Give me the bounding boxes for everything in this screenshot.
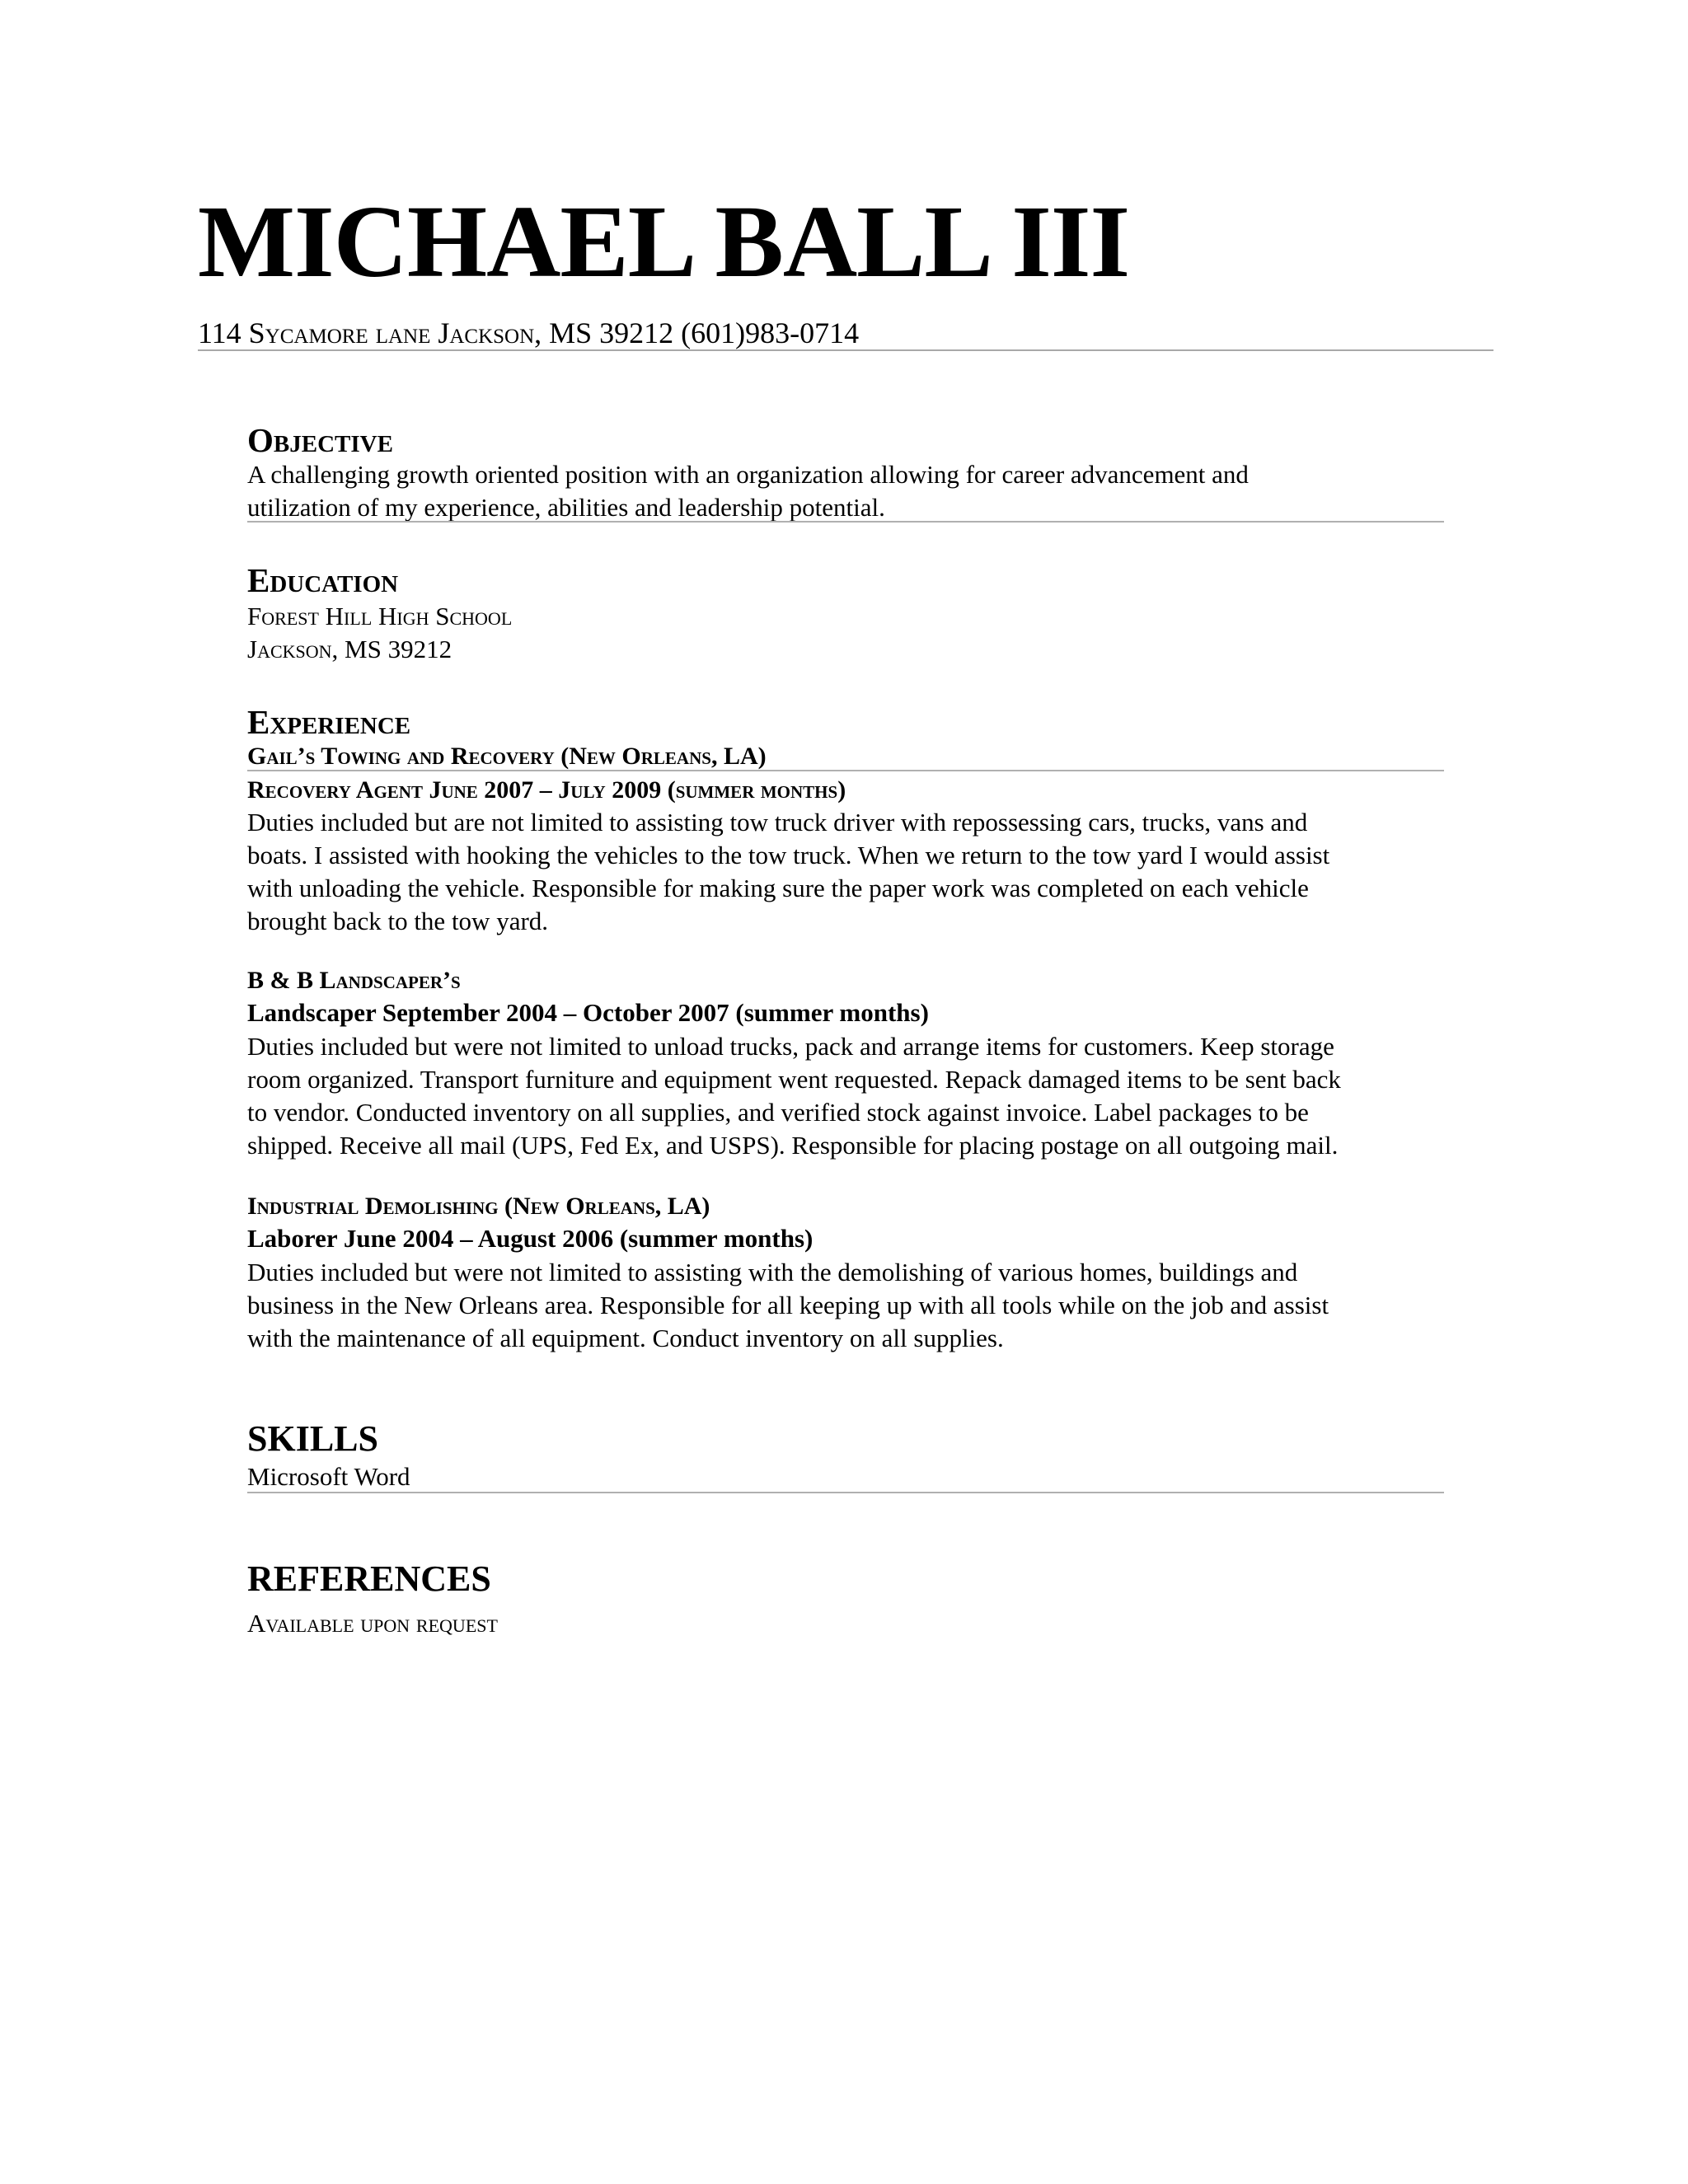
experience-heading: Experience [247,703,411,741]
job-description [247,1256,1451,1355]
education-heading: Education [247,561,399,599]
skills-heading: SKILLS [247,1418,378,1459]
job-description-line: Duties included but were not limited to assisting with the demolishing of various homes, buildings and [247,1258,1298,1286]
experience-divider [247,770,1444,771]
applicant-name: MICHAEL BALL III [198,185,1130,299]
education-school: Forest Hill High School [247,602,513,630]
job-description-line: Duties included but were not limited to unload trucks, pack and arrange items for customers. Keep storage [247,1032,1334,1061]
skills-list [247,1460,1451,1493]
job-description-line: shipped. Receive all mail (UPS, Fed Ex, and USPS). Responsible for placing postage on all outgoing mail. [247,1131,1339,1160]
contact-address: 114 Sycamore lane Jackson, MS 39212 (601)983-0714 [198,316,860,349]
references-heading: REFERENCES [247,1558,491,1599]
job-description [247,806,1451,938]
job-employer: B & B Landscaper’s [247,967,461,994]
objective-line: A challenging growth oriented position with an organization allowing for career advancement and [247,460,1249,489]
objective-text [247,458,1451,524]
job-title: Laborer June 2004 – August 2006 (summer months) [247,1224,814,1253]
skill-item: Microsoft Word [247,1462,410,1491]
references-text: Available upon request [247,1609,498,1638]
job-description-line: to vendor. Conducted inventory on all supplies, and verified stock against invoice. Label packages to be [247,1098,1309,1127]
job-description-line: boats. I assisted with hooking the vehicles to the tow truck. When we return to the tow yard I would assist [247,841,1330,869]
objective-line: utilization of my experience, abilities and leadership potential. [247,493,885,522]
skills-divider [247,1492,1444,1493]
job-description-line: business in the New Orleans area. Responsible for all keeping up with all tools while on the job and assist [247,1291,1329,1319]
job-description-line: with unloading the vehicle. Responsible for making sure the paper work was completed on each vehicle [247,874,1309,902]
job-description-line: room organized. Transport furniture and equipment went requested. Repack damaged items to be sent back [247,1065,1341,1094]
education-location: Jackson, MS 39212 [247,635,452,663]
job-description-line: Duties included but are not limited to assisting tow truck driver with repossessing cars, trucks, vans and [247,808,1308,837]
header-divider [198,349,1493,351]
objective-heading: Objective [247,421,393,459]
education-text [247,600,1451,666]
job-title: Landscaper September 2004 – October 2007 (summer months) [247,998,929,1027]
job-title: Recovery Agent June 2007 – July 2009 (summer months) [247,776,846,804]
job-employer: Industrial Demolishing (New Orleans, LA) [247,1193,710,1220]
job-description-line: brought back to the tow yard. [247,907,549,935]
objective-divider [247,521,1444,523]
job-description-line: with the maintenance of all equipment. Conduct inventory on all supplies. [247,1324,1004,1352]
job-employer: Gail’s Towing and Recovery (New Orleans, LA) [247,743,767,770]
job-description [247,1030,1451,1162]
